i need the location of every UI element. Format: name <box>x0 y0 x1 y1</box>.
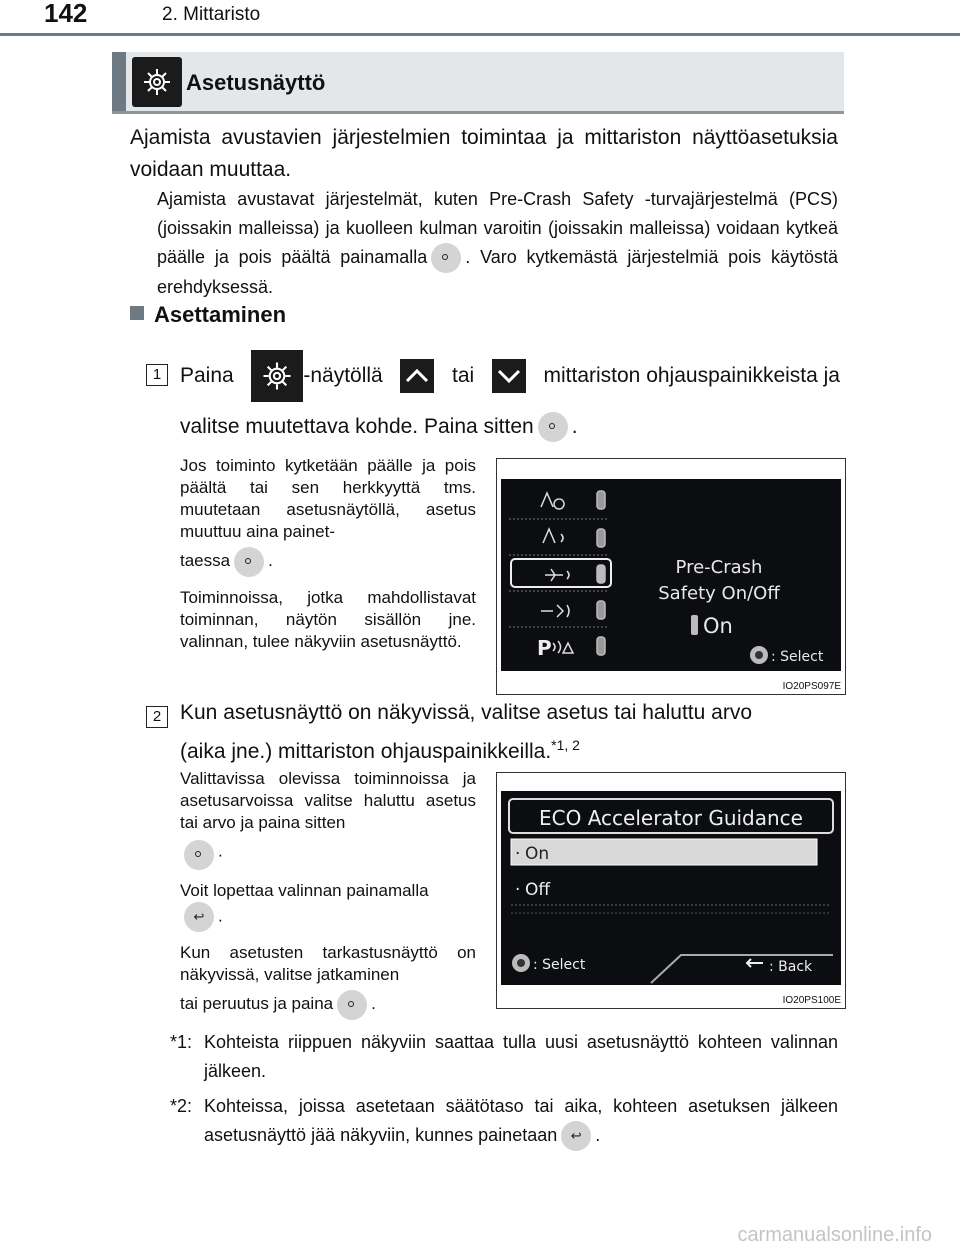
screen1-title-line1: Pre-Crash <box>675 557 763 578</box>
step-number-2: 2 <box>146 706 168 728</box>
step2-side-text: Valittavissa olevissa toiminnoissa ja asetusarvoissa valitse haluttu asetus tai arvo ja paina sitten . Voit lopettaa valinnan painamalla ↩ . Kun asetusten tarkastusnäyttö on näkyvissä, valitse jatkaminen tai peruutus ja paina . <box>180 768 476 1022</box>
square-bullet-icon <box>130 306 144 320</box>
screen1-value: On <box>703 614 733 638</box>
screen1-title-line2: Safety On/Off <box>658 583 780 604</box>
screen2-select-label: : Select <box>533 957 586 973</box>
ok-button-icon <box>184 840 214 870</box>
ok-button-icon <box>538 412 568 442</box>
chevron-down-icon <box>492 359 526 393</box>
step1-side-text: Jos toiminto kytketään päälle ja pois päältä tai sen herkkyyttä tms. muutetaan asetusnäytöllä, asetus muuttuu aina painet- taessa . Toiminnoissa, jotka mahdollistavat toiminnan, näytön sisällön jne. valinnan, tulee näkyviin asetusnäyttö. <box>180 456 476 651</box>
screen2-option-on: On <box>525 844 550 864</box>
svg-text:·: · <box>515 844 521 864</box>
chevron-up-icon <box>400 359 434 393</box>
back-button-icon: ↩ <box>561 1121 591 1151</box>
title-accent-bar <box>112 52 126 114</box>
section-title-box <box>112 52 844 114</box>
svg-text:P: P <box>537 636 552 660</box>
screen2-title: ECO Accelerator Guidance <box>539 806 803 830</box>
step1-text: Paina -näytöllä tai mittariston ohjauspainikkeista ja valitse muutettava kohde. Paina sitten . <box>180 350 840 452</box>
step2-text: Kun asetusnäyttö on näkyvissä, valitse asetus tai haluttu arvo (aika jne.) mittariston ohjauspainikkeilla.$^{*1, 2}$ <box>180 701 752 763</box>
svg-text:·: · <box>515 880 521 900</box>
watermark: carmanualsonline.info <box>737 1224 932 1246</box>
screen2-back-label: : Back <box>769 959 813 975</box>
section-header: 2. Mittaristo <box>162 4 261 25</box>
ok-button-icon <box>337 990 367 1020</box>
title-bottom-rule <box>112 111 844 114</box>
back-button-icon: ↩ <box>184 902 214 932</box>
screen-image-2 <box>496 772 846 1009</box>
subheading: Asettaminen <box>130 302 286 328</box>
meter-display-1 <box>501 479 841 671</box>
image-code: IO20PS097E <box>782 681 841 692</box>
meter-display-2 <box>501 791 841 985</box>
ok-button-icon <box>431 243 461 273</box>
screen1-select-label: : Select <box>771 649 824 665</box>
image-code: IO20PS100E <box>782 995 841 1006</box>
settings-gear-icon <box>132 57 182 107</box>
page-number: 142 <box>44 0 88 28</box>
note-text <box>157 185 838 302</box>
footnote-2: *2: Kohteissa, joissa asetetaan säätötaso tai aika, kohteen asetuksen jälkeen asetusnäyttö jää näkyviin, kunnes painetaan ↩ . <box>170 1092 838 1151</box>
footnote-1: *1: Kohteista riippuen näkyviin saattaa tulla uusi asetusnäyttö kohteen valinnan jälkeen. <box>170 1032 838 1081</box>
screen-image-1 <box>496 458 846 695</box>
intro-text: Ajamista avustavien järjestelmien toimintaa ja mittariston näyttöasetuksia voidaan muuttaa. <box>130 126 838 181</box>
ok-button-icon <box>234 547 264 577</box>
screen2-option-off: Off <box>525 880 551 900</box>
note-part2: . Varo kytkemästä järjestelmiä pois käytöstä erehdyksessä. <box>157 247 838 298</box>
settings-gear-icon <box>251 350 303 402</box>
footnote-reference: *1, 2 <box>551 737 580 753</box>
step-number-1: 1 <box>146 364 168 386</box>
eco-guidance-graphic <box>501 791 841 985</box>
section-title: Asetusnäyttö <box>186 70 326 95</box>
header-rule <box>0 33 960 36</box>
pcs-menu-graphic <box>501 479 841 671</box>
note-part1: Ajamista avustavat järjestelmät, kuten Pre-Crash Safety -turvajärjestelmä (PCS) (joissakin malleissa) ja kuolleen kulman varoitin (joissakin malleissa) voidaan kytkeä päälle ja pois päältä painamalla <box>157 189 838 267</box>
